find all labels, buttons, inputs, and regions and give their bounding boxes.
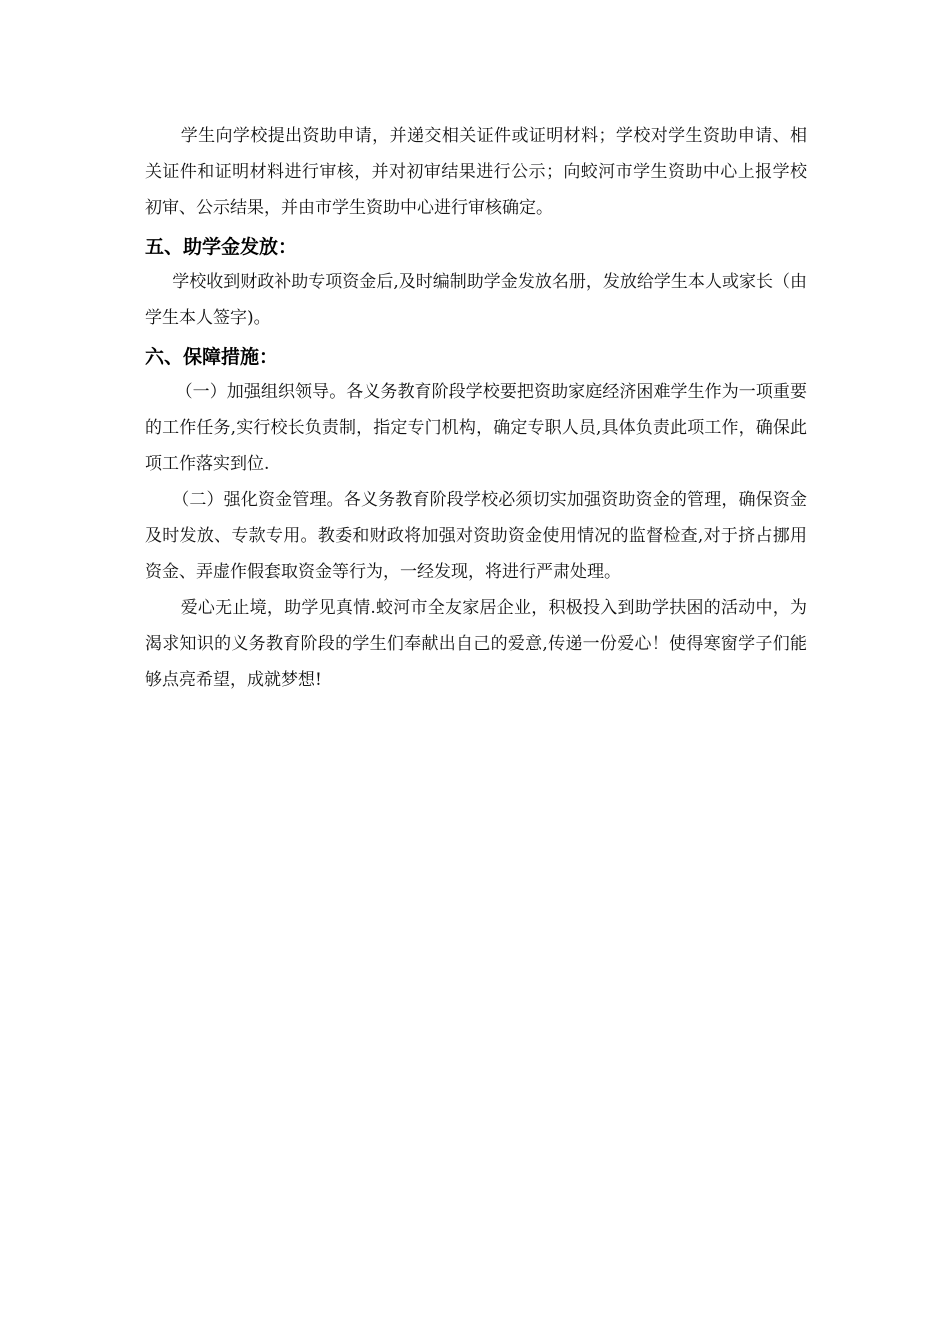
- paragraph-fund-management: （二）强化资金管理。各义务教育阶段学校必须切实加强资助资金的管理，确保资金及时发放、专款专用。教委和财政将加强对资助资金使用情况的监督检查,对于挤占挪用资金、弄虚作假套取资金等行为，一经发现，将进行严肃处理。: [145, 490, 807, 582]
- heading-grant-distribution: 五、助学金发放：: [145, 236, 298, 258]
- paragraph-grant-distribution: 学校收到财政补助专项资金后,及时编制助学金发放名册，发放给学生本人或家长（由学生本人签字)。: [145, 272, 807, 328]
- paragraph-closing-statement: 爱心无止境，助学见真情.蛟河市全友家居企业，积极投入到助学扶困的活动中，为渴求知识的义务教育阶段的学生们奉献出自己的爱意,传递一份爱心！使得寒窗学子们能够点亮希望，成就梦想!: [145, 598, 807, 690]
- document-body: [145, 118, 807, 698]
- paragraph-organization-leadership: （一）加强组织领导。各义务教育阶段学校要把资助家庭经济困难学生作为一项重要的工作任务,实行校长负责制，指定专门机构，确定专职人员,具体负责此项工作，确保此项工作落实到位.: [145, 382, 807, 474]
- paragraph-application-process: 学生向学校提出资助申请，并递交相关证件或证明材料；学校对学生资助申请、相关证件和证明材料进行审核，并对初审结果进行公示；向蛟河市学生资助中心上报学校初审、公示结果，并由市学生资助中心进行审核确定。: [145, 126, 807, 218]
- heading-safeguard-measures: 六、保障措施：: [145, 346, 279, 368]
